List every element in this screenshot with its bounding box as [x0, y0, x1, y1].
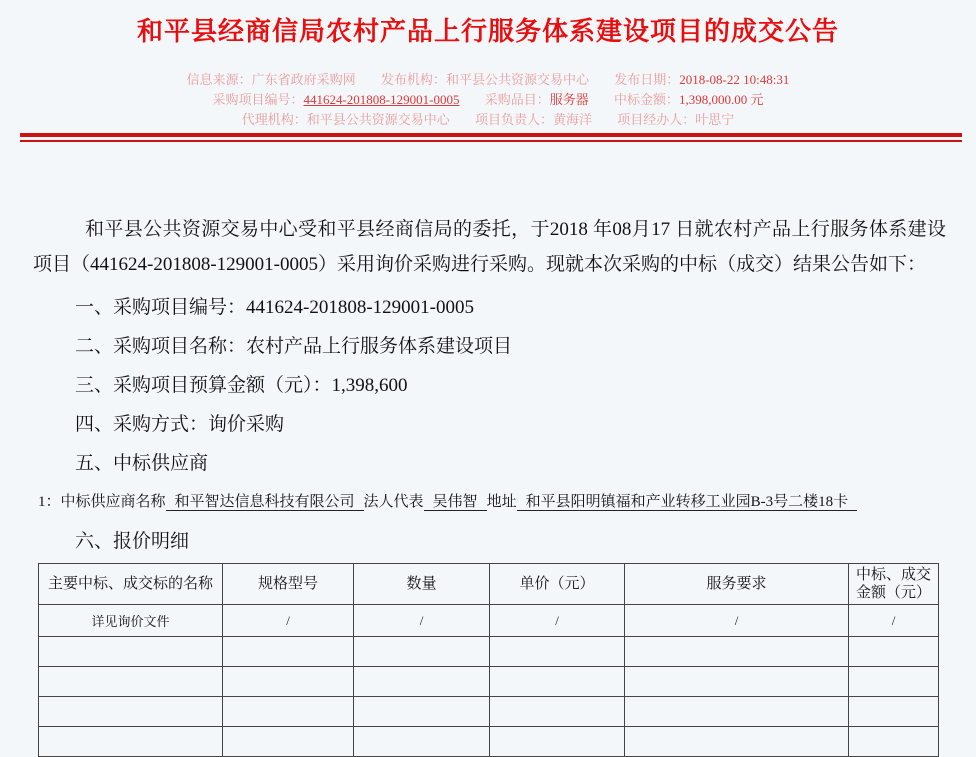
cell-service-req: [625, 727, 849, 757]
intro-paragraph: 和平县公共资源交易中心受和平县经商信局的委托，于2018 年08月17 日就农村产品上行服务体系建设项目（441624-201808-129001-0005）采用询价采购进行采购。现就本次采购的中标（成交）结果公告如下：: [33, 219, 946, 275]
item-list: [33, 288, 946, 561]
cell-spec-model: [223, 727, 354, 757]
cell-subject-name: 详见询价文件: [39, 605, 223, 637]
item-winning-supplier: 五、中标供应商: [75, 453, 209, 474]
supplier-address-label: 地址: [486, 494, 517, 510]
cell-award-amount: /: [849, 605, 939, 637]
table-row: [39, 667, 939, 697]
meta-project-number-link[interactable]: 441624-201808-129001-0005: [303, 92, 460, 107]
meta-project-handler: [617, 110, 734, 130]
meta-source: [187, 70, 356, 90]
meta-project-handler-label: 项目经办人：: [617, 112, 696, 127]
quote-table-header-row: [39, 564, 939, 605]
cell-unit-price: [490, 727, 625, 757]
meta-row-1: [0, 70, 976, 90]
cell-unit-price: [490, 697, 625, 727]
meta-agency-label: 代理机构：: [241, 112, 307, 127]
meta-publisher-label: 发布机构：: [380, 72, 446, 87]
meta-award-amount: [614, 90, 764, 110]
meta-agency-value: 和平县公共资源交易中心: [306, 112, 450, 127]
quote-table: [38, 563, 939, 757]
meta-agency: [242, 110, 450, 130]
meta-block: [0, 70, 976, 130]
meta-source-label: 信息来源：: [186, 72, 252, 87]
meta-award-amount-value: 1,398,000.00 元: [679, 92, 764, 107]
cell-quantity: /: [354, 605, 490, 637]
meta-row-2: [0, 90, 976, 110]
cell-subject-name: [39, 727, 223, 757]
cell-subject-name: [39, 667, 223, 697]
cell-service-req: [625, 637, 849, 667]
meta-project-number: [212, 90, 459, 110]
meta-row-3: [0, 110, 976, 130]
divider-rule-thin: [20, 140, 962, 142]
col-header-unit-price: 单价（元）: [490, 564, 625, 605]
cell-quantity: [354, 727, 490, 757]
cell-service-req: [625, 697, 849, 727]
cell-award-amount: [849, 667, 939, 697]
cell-unit-price: [490, 667, 625, 697]
cell-service-req: /: [625, 605, 849, 637]
supplier-prefix: 1：中标供应商名称: [38, 494, 166, 510]
meta-publisher-value: 和平县公共资源交易中心: [445, 72, 589, 87]
meta-category-label: 采购品目：: [484, 92, 550, 107]
meta-source-value: 广东省政府采购网: [251, 72, 356, 87]
meta-category: [485, 90, 589, 110]
meta-publish-date: [614, 70, 789, 90]
divider-rule-thick: [20, 133, 962, 137]
supplier-rep-label: 法人代表: [363, 494, 424, 510]
col-header-service-req: 服务要求: [625, 564, 849, 605]
cell-quantity: [354, 637, 490, 667]
meta-project-number-label: 采购项目编号：: [212, 92, 304, 107]
supplier-rep-name: 吴伟智: [424, 494, 487, 511]
cell-unit-price: [490, 637, 625, 667]
item-method: 四、采购方式：询价采购: [75, 414, 285, 435]
col-header-quantity: 数量: [354, 564, 490, 605]
meta-publisher: [381, 70, 589, 90]
meta-project-leader: [475, 110, 592, 130]
meta-publish-date-value: 2018-08-22 10:48:31: [679, 72, 790, 87]
item-quote-detail: 六、报价明细: [75, 531, 190, 552]
cell-subject-name: [39, 637, 223, 667]
table-row: [39, 605, 939, 637]
table-row: [39, 637, 939, 667]
meta-project-leader-label: 项目负责人：: [474, 112, 553, 127]
meta-award-amount-label: 中标金额：: [614, 92, 680, 107]
cell-award-amount: [849, 727, 939, 757]
page-title: 和平县经商信局农村产品上行服务体系建设项目的成交公告: [136, 17, 839, 46]
table-row: [39, 727, 939, 757]
supplier-address: 和平县阳明镇福和产业转移工业园B-3号二楼18卡: [517, 494, 858, 511]
cell-unit-price: /: [490, 605, 625, 637]
meta-publish-date-label: 发布日期：: [614, 72, 680, 87]
cell-spec-model: /: [223, 605, 354, 637]
cell-quantity: [354, 667, 490, 697]
cell-spec-model: [223, 697, 354, 727]
col-header-award-amount: 中标、成交金额（元）: [849, 564, 939, 605]
meta-category-value: 服务器: [549, 92, 589, 107]
cell-spec-model: [223, 637, 354, 667]
cell-quantity: [354, 697, 490, 727]
cell-award-amount: [849, 637, 939, 667]
meta-project-handler-value: 叶思宁: [695, 112, 735, 127]
supplier-name: 和平智达信息科技有限公司: [166, 494, 364, 511]
item-project-number: 一、采购项目编号：441624-201808-129001-0005: [75, 297, 474, 318]
cell-spec-model: [223, 667, 354, 697]
table-row: [39, 697, 939, 727]
cell-subject-name: [39, 697, 223, 727]
meta-project-leader-value: 黄海洋: [553, 112, 593, 127]
col-header-subject-name: 主要中标、成交标的名称: [39, 564, 223, 605]
cell-award-amount: [849, 697, 939, 727]
cell-service-req: [625, 667, 849, 697]
announcement-body: [33, 212, 946, 757]
item-budget: 三、采购项目预算金额（元）：1,398,600: [75, 375, 408, 396]
supplier-detail-line: [33, 483, 946, 522]
item-project-name: 二、采购项目名称：农村产品上行服务体系建设项目: [75, 336, 513, 357]
col-header-spec-model: 规格型号: [223, 564, 354, 605]
